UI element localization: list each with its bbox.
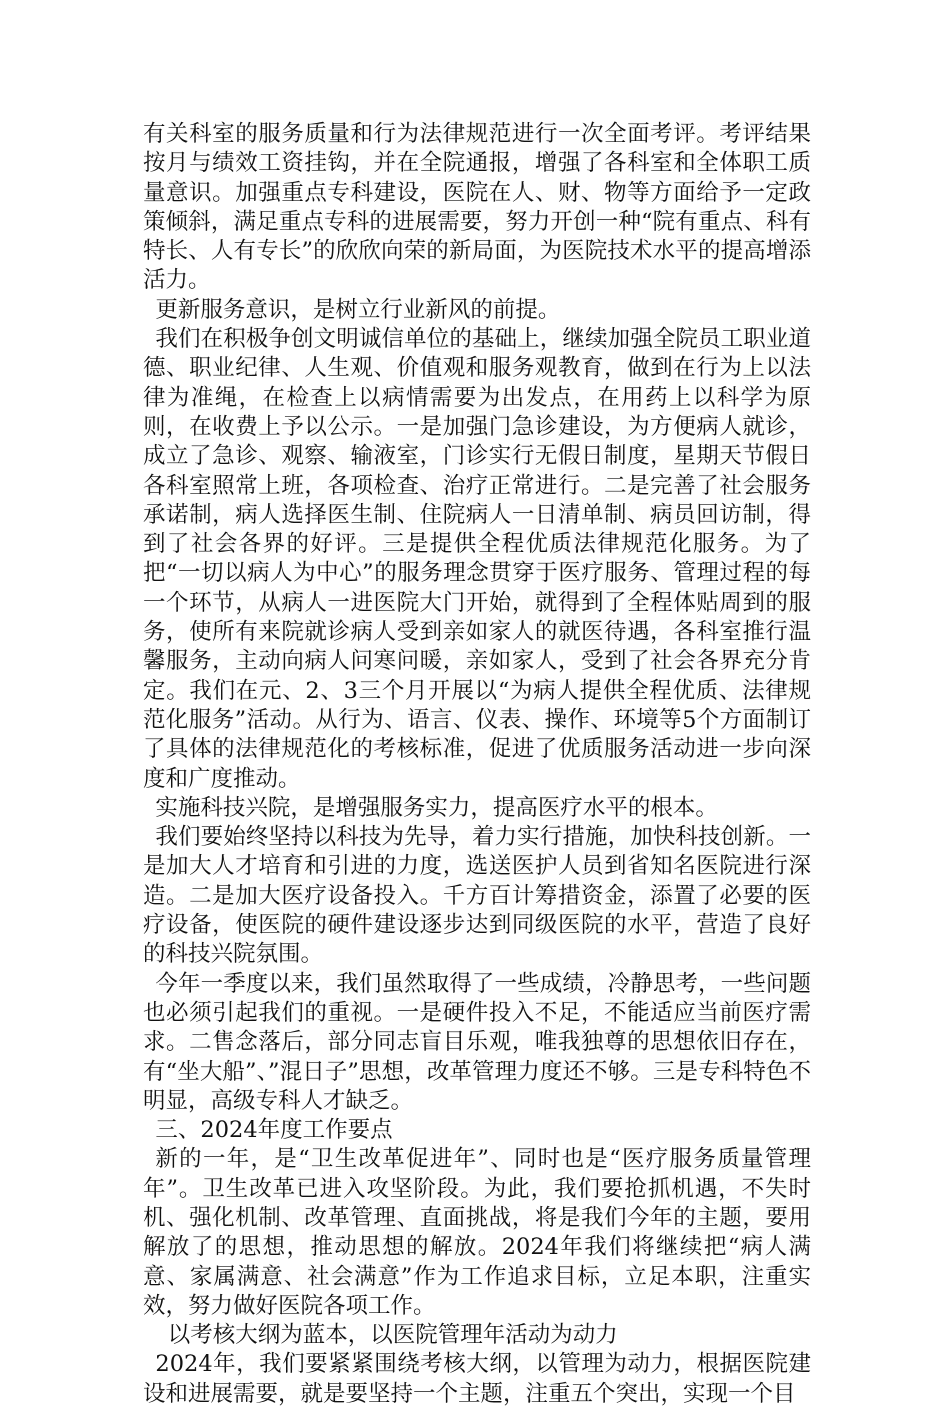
paragraph-2024-plan: 2024年，我们要紧紧围绕考核大纲，以管理为动力，根据医院建设和进展需要，就是要坚持一个主题，注重五个突出，实现一个目 — [143, 1351, 811, 1407]
paragraph-problems: 今年一季度以来，我们虽然取得了一些成绩，冷静思考，一些问题也必须引起我们的重视。一是硬件投入不足，不能适应当前医疗需求。二售念落后，部分同志盲目乐观，唯我独尊的思想依旧存在，有“坐大船”、”混日子”思想，改革管理力度还不够。三是专科特色不明显，高级专科人才缺乏。 — [143, 970, 811, 1114]
paragraph-new-year: 新的一年，是“卫生改革促进年”、同时也是“医疗服务质量管理年”。卫生改革已进入攻坚阶段。为此，我们要抢抓机遇，不失时机、强化机制、改革管理、直面挑战，将是我们今年的主题，要用解放了的思想，推动思想的解放。2024年我们将继续把“病人满意、家属满意、社会满意”作为工作追求目标，立足本职，注重实效，努力做好医院各项工作。 — [143, 1146, 811, 1319]
heading-tech-development: 实施科技兴院，是增强服务实力，提高医疗水平的根本。 — [155, 794, 718, 821]
heading-service-awareness: 更新服务意识，是树立行业新风的前提。 — [155, 296, 561, 323]
document-body — [143, 120, 811, 1409]
paragraph-service-measures: 我们在积极争创文明诚信单位的基础上，继续加强全院员工职业道德、职业纪律、人生观、价值观和服务观教育，做到在行为上以法律为准绳，在检查上以病情需要为出发点，在用药上以科学为原则，在收费上予以公示。一是加强门急诊建设，为方便病人就诊，成立了急诊、观察、输液室，门诊实行无假日制度，星期天节假日各科室照常上班，各项检查、治疗正常进行。二是完善了社会服务承诺制，病人选择医生制、住院病人一日清单制、病员回访制，得到了社会各界的好评。三是提供全程优质法律规范化服务。为了把“一切以病人为中心”的服务理念贯穿于医疗服务、管理过程的每一个环节，从病人一进医院大门开始，就得到了全程体贴周到的服务，使所有来院就诊病人受到亲如家人的就医待遇，各科室推行温馨服务，主动向病人问寒问暖，亲如家人，受到了社会各界充分肯定。我们在元、2、3三个月开展以“为病人提供全程优质、法律规范化服务”活动。从行为、语言、仪表、操作、环境等5个方面制订了具体的法律规范化的考核标准，促进了优质服务活动进一步向深度和广度推动。 — [143, 326, 811, 792]
paragraph-tech-measures: 我们要始终坚持以科技为先导，着力实行措施，加快科技创新。一是加大人才培育和引进的力度，选送医护人员到省知名医院进行深造。二是加大医疗设备投入。千方百计筹措资金，添置了必要的医疗设备，使医院的硬件建设逐步达到同级医院的水平，营造了良好的科技兴院氛围。 — [143, 824, 811, 968]
heading-assessment-outline: 以考核大纲为蓝本，以医院管理年活动为动力 — [167, 1322, 618, 1349]
paragraph-quality-review: 有关科室的服务质量和行为法律规范进行一次全面考评。考评结果按月与绩效工资挂钩，并在全院通报，增强了各科室和全体职工质量意识。加强重点专科建设，医院在人、财、物等方面给予一定政策倾斜，满足重点专科的进展需要，努力开创一种“院有重点、科有特长、人有专长”的欣欣向荣的新局面，为医院技术水平的提高增添活力。 — [143, 121, 811, 294]
section-heading-work-points: 三、2024年度工作要点 — [155, 1117, 393, 1144]
